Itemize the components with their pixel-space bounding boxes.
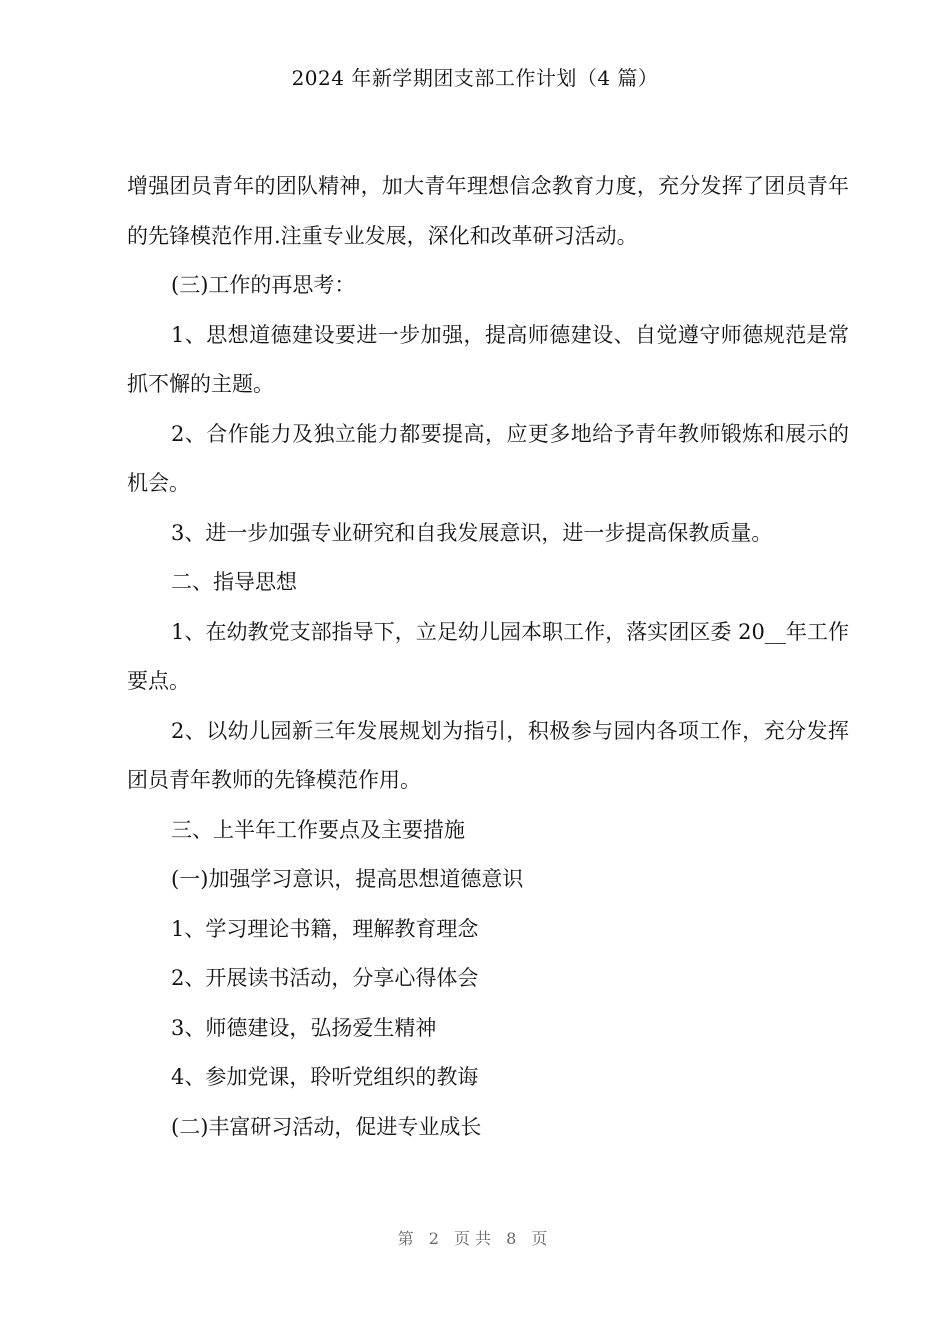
- list-item: 1、在幼教党支部指导下，立足幼儿园本职工作，落实团区委 20__年工作要点。: [127, 619, 849, 693]
- subheading-research: (二)丰富研习活动，促进专业成长: [171, 1114, 482, 1139]
- list-item: 2、开展读书活动，分享心得体会: [171, 966, 479, 990]
- list-item: 2、合作能力及独立能力都要提高，应更多地给予青年教师锻炼和展示的机会。: [127, 421, 849, 495]
- list-item: 1、思想道德建设要进一步加强，提高师德建设、自觉遵守师德规范是常抓不懈的主题。: [127, 322, 849, 396]
- subheading-learning: (一)加强学习意识，提高思想道德意识: [171, 867, 524, 891]
- list-item: 4、参加党课，聆听党组织的教诲: [171, 1065, 479, 1089]
- document-body: [127, 162, 849, 1152]
- list-item: 2、以幼儿园新三年发展规划为指引，积极参与园内各项工作，充分发挥团员青年教师的先锋模范作用。: [127, 718, 849, 792]
- list-item: 1、学习理论书籍，理解教育理念: [171, 916, 479, 941]
- paragraph-continuation: 增强团员青年的团队精神，加大青年理想信念教育力度，充分发挥了团员青年的先锋模范作用.注重专业发展，深化和改革研习活动。: [127, 174, 849, 248]
- section-heading-guiding-thought: 二、指导思想: [171, 570, 297, 594]
- list-item: 3、进一步加强专业研究和自我发展意识，进一步提高保教质量。: [171, 520, 773, 545]
- subheading-rethinking: (三)工作的再思考：: [171, 273, 356, 297]
- page-header-title: 2024 年新学期团支部工作计划（4 篇）: [291, 66, 659, 90]
- page-footer: 第 2 页共 8 页: [397, 1229, 553, 1248]
- section-heading-work-points: 三、上半年工作要点及主要措施: [171, 817, 465, 842]
- list-item: 3、师德建设，弘扬爱生精神: [171, 1015, 437, 1040]
